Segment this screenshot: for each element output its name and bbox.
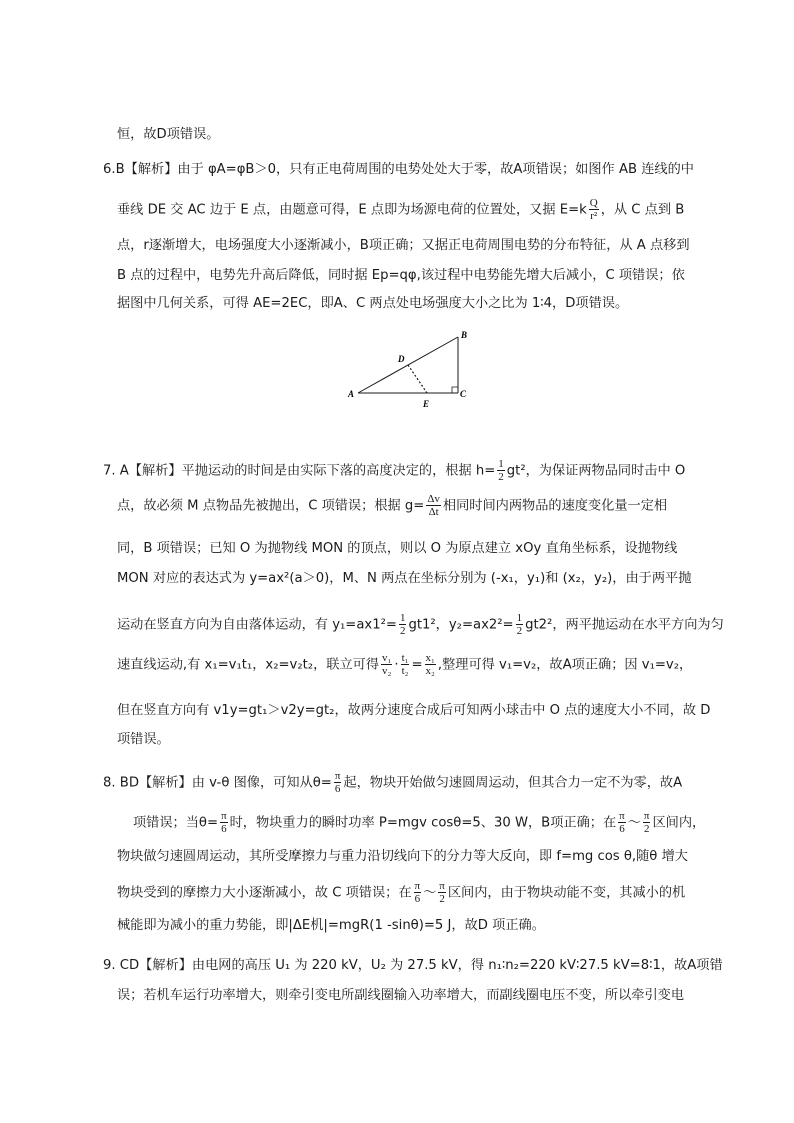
q7-line-8: 项错误。 [117,732,170,747]
fraction-half: $\frac{1}{2}$ [399,612,406,637]
segment-de [408,365,427,393]
fraction-pi-6: $\frac{\pi}{6}$ [619,810,625,835]
fraction-pi-2: $\frac{\pi}{2}$ [643,810,650,835]
q6-text: 垂线 DE 交 AC 边于 E 点，由题意可得，E 点即为场源电荷的位置处，又据 E=k [117,202,587,218]
fraction-pi-6: $\frac{\pi}{6}$ [221,810,227,835]
q9-line-2: 误；若机车运行功率增大，则牵引变电所副线圈输入功率增大，而副线圈电压不变，所以牵引变电 [117,988,685,1003]
fraction-t1-t2: $\frac{\text{t₁}}{\text{t₂}}$ [401,652,409,677]
q6-line-1: 6.B【解析】由于 φA=φB＞0，只有正电荷周围的电势处处大于零，故A项错误；如图作 AB 连线的中 [103,162,694,177]
triangle-diagram [340,325,470,415]
q6-line-4: B 点的过程中，电势先升高后降低，同时据 Ep=qφ,该过程中电势能先增大后减小，C 项错误；依 [117,268,685,283]
fraction-pi-6: $\frac{\pi}{6}$ [414,880,421,905]
q7-line-6: 速直线运动,有 x₁=v₁t₁，x₂=v₂t₂，联立可得 $\frac{\text{v₁}}{\text{v₂}}$ · $\frac{\text{t₁}}{\text{t₂}}$ = $\frac{\text{x₁}}{\text{x₂}}$ ,整理可得 v₁=v₂，故A项正确；因 v₁=v₂， [117,652,693,677]
q8-line-4: 物块受到的摩擦力大小逐渐减小，故 C 项错误；在 $\frac{\pi}{6}$ ～ $\frac{\pi}{2}$ 区间内，由于物块动能不变，其减小的机 [117,880,686,905]
q6-line-3: 点，r逐渐增大，电场强度大小逐渐减小，B项正确；又据正电荷周围电势的分布特征，从 A 点移到 [117,238,690,253]
q8-line-1: 8. BD【解析】由 v-θ 图像，可知从θ= $\frac{\pi}{6}$ 起，物块开始做匀速圆周运动，但其合力一定不为零，故A [103,770,683,795]
q7-line-3: 同，B 项错误；已知 O 为抛物线 MON 的顶点，则以 O 为原点建立 xOy 直角坐标系，设抛物线 [117,541,678,556]
right-angle-mark [452,387,458,393]
fraction-pi-6: $\frac{\pi}{6}$ [334,770,341,795]
fraction-half: $\frac{1}{2}$ [516,612,523,637]
fraction-q-r2: $\frac{Q}{\text{r²}}$ [589,197,598,222]
q6-text: ，从 C 点到 B [600,202,685,218]
fraction-pi-2: $\frac{\pi}{2}$ [439,880,445,905]
q6-line-2 [117,197,684,222]
q7-line-5: 运动在竖直方向为自由落体运动，有 y₁=ax1²= $\frac{1}{2}$ gt1²，y₂=ax2²= $\frac{1}{2}$ gt2²，两平抛运动在水平方向为匀 [117,612,724,637]
q8-line-5: 械能即为减小的重力势能，即|ΔE机|=mgR(1 -sinθ)=5 J，故D 项正确。 [117,918,545,933]
fraction-dv-dt: $\frac{\Delta v}{\Delta t}$ [427,493,440,518]
label-b: B [461,330,468,340]
q7-line-7: 但在竖直方向有 v1y=gt₁＞v2y=gt₂，故两分速度合成后可知两小球击中 O 点的速度大小不同，故 D [117,703,711,718]
q7-line-2: 点，故必须 M 点物品先被抛出，C 项错误；根据 g= $\frac{\Delta v}{\Delta t}$ 相同时间内两物品的速度变化量一定相 [117,493,668,518]
label-e: E [423,399,430,409]
q8-line-2: 项错误；当θ= $\frac{\pi}{6}$ 时，物块重力的瞬时功率 P=mgv cosθ=5、30 W，B项正确；在 $\frac{\pi}{6}$ ～ $\frac{\pi}{2}$ 区间内， [133,810,706,835]
fraction-x1-x2: $\frac{\text{x₁}}{\text{x₂}}$ [425,652,435,677]
fraction-v1-v2: $\frac{\text{v₁}}{\text{v₂}}$ [382,652,392,677]
q9-line-1: 9. CD【解析】由电网的高压 U₁ 为 220 kV，U₂ 为 27.5 kV，得 n₁∶n₂=220 kV∶27.5 kV=8∶1，故A项错 [103,958,723,973]
label-c: C [460,389,467,399]
q6-line-5: 据图中几何关系，可得 AE=2EC，即A、C 两点处电场强度大小之比为 1∶4，D项错误。 [117,296,629,311]
text-line: 恒，故D项错误。 [117,127,220,142]
label-d: D [398,354,405,364]
fraction-half: $\frac{1}{2}$ [498,458,504,483]
q7-line-4: MON 对应的表达式为 y=ax²(a＞0)，M、N 两点在坐标分别为 (-x₁，y₁)和 (x₂，y₂)，由于两平抛 [117,571,692,586]
label-a: A [348,389,355,399]
q7-line-1: 7. A【解析】平抛运动的时间是由实际下落的高度决定的，根据 h= $\frac{1}{2}$ gt²，为保证两物品同时击中 O [103,458,686,483]
q8-line-3: 物块做匀速圆周运动，其所受摩擦力与重力沿切线向下的分力等大反向，即 f=mg cos θ,随θ 增大 [117,849,688,864]
